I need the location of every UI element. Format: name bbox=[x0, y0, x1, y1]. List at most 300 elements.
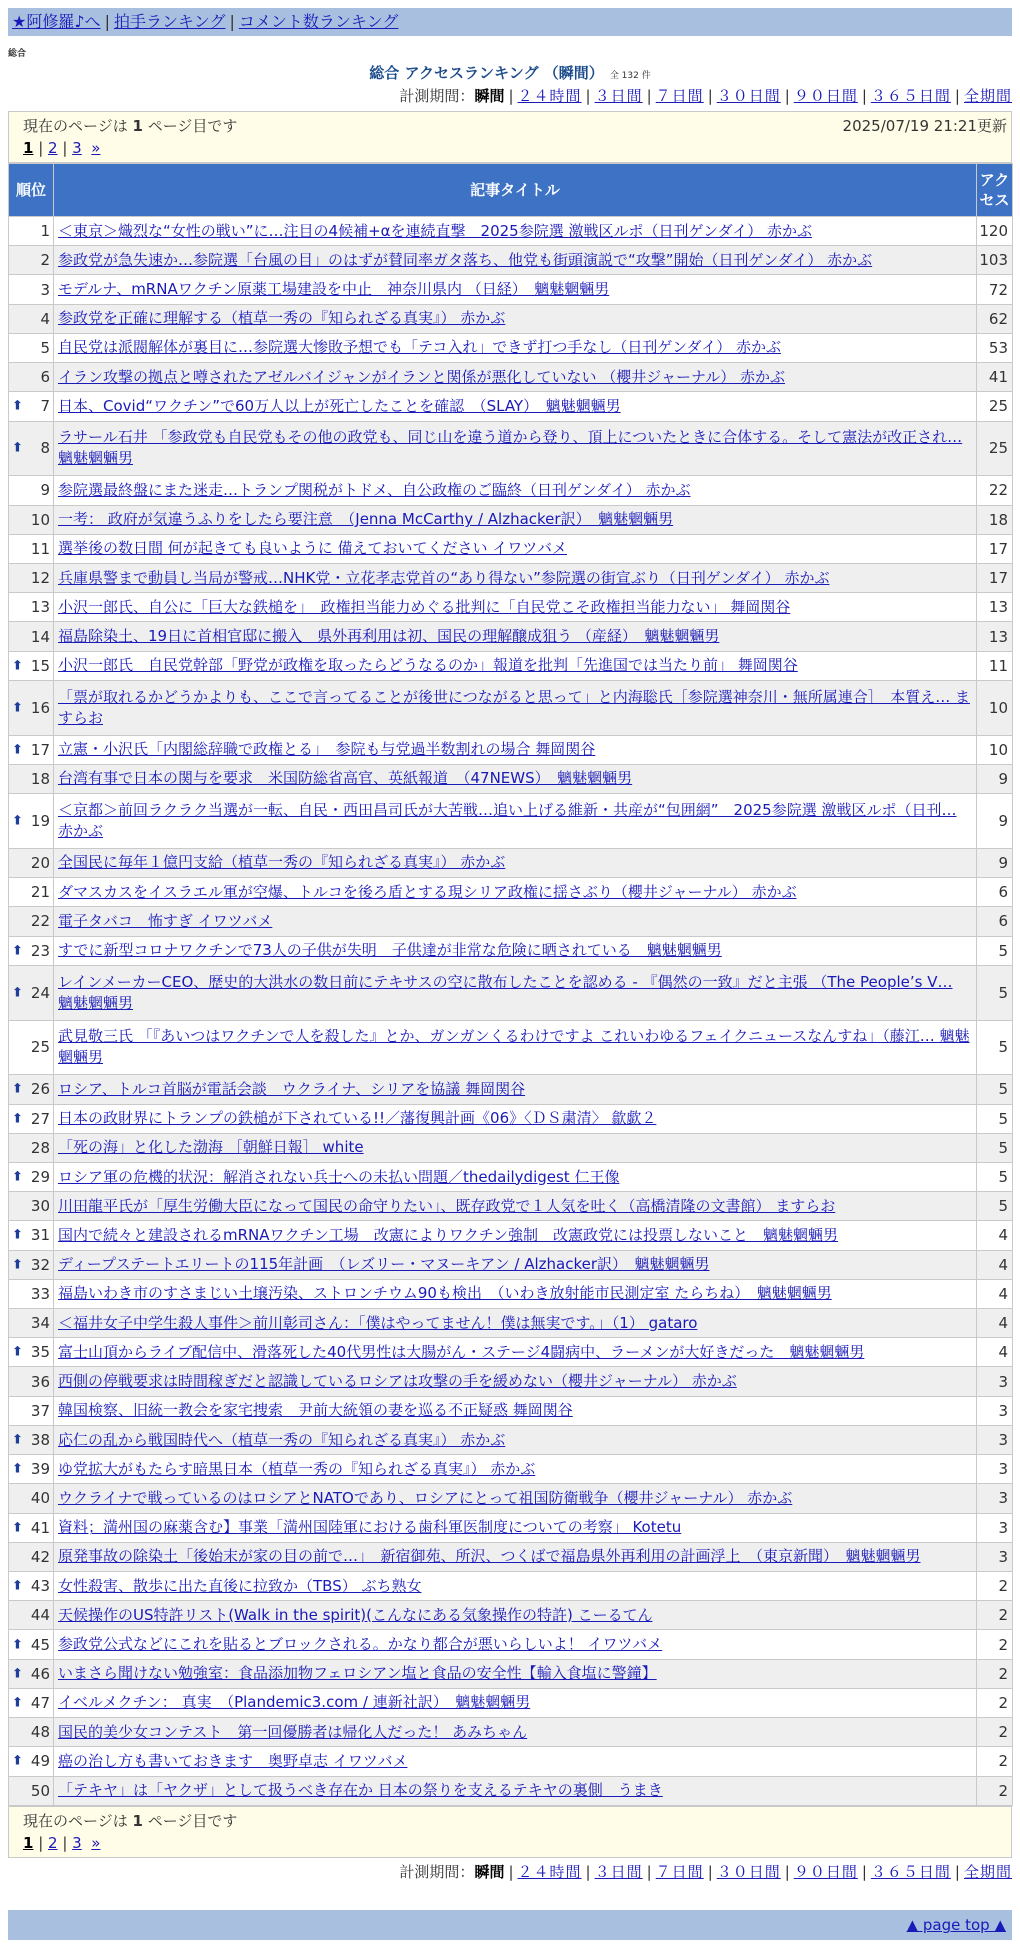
table-row bbox=[9, 563, 1013, 592]
table-row bbox=[9, 333, 1013, 362]
table-row bbox=[9, 848, 1013, 877]
period-24h-link[interactable]: ２４時間 bbox=[517, 1863, 582, 1881]
access-count: 2 bbox=[977, 1688, 1013, 1717]
access-count: 25 bbox=[977, 392, 1013, 421]
rank-number: 39 bbox=[30, 1460, 50, 1479]
article-link[interactable]: モデルナ、mRNAワクチン原薬工場建設を中止 神奈川県内 （日経） 魑魅魍魎男 bbox=[58, 280, 610, 299]
rank-cell bbox=[9, 1250, 54, 1279]
table-row bbox=[9, 1396, 1013, 1425]
rank-cell bbox=[9, 794, 54, 849]
article-link[interactable]: 国民的美少女コンテスト 第一回優勝者は帰化人だった！ あみちゃん bbox=[58, 1722, 528, 1741]
article-link[interactable]: 参政党を正確に理解する（植草一秀の『知られざる真実』） 赤かぶ bbox=[58, 309, 506, 328]
access-count: 4 bbox=[977, 1250, 1013, 1279]
applause-ranking-link[interactable]: 拍手ランキング bbox=[113, 12, 226, 31]
period-24h-link[interactable]: ２４時間 bbox=[517, 87, 582, 105]
article-link[interactable]: 参政党が急失速か…参院選「台風の目」のはずが賛同率ガタ落ち、他党も街頭演説で“攻撃”開始（日刊ゲンダイ） 赤かぶ bbox=[58, 250, 873, 269]
article-link[interactable]: 兵庫県警まで動員し当局が警戒…NHK党・立花孝志党首の“あり得ない”参院選の街宣ぶり（日刊ゲンダイ） 赤かぶ bbox=[58, 568, 830, 587]
header-rank: 順位 bbox=[9, 164, 54, 217]
access-count: 13 bbox=[977, 622, 1013, 651]
access-count: 53 bbox=[977, 333, 1013, 362]
article-link[interactable]: 小沢一郎氏 自民党幹部「野党が政権を取ったらどうなるのか」報道を批判「先進国では当たり前」 舞岡関谷 bbox=[58, 656, 798, 675]
category-label: 総合 bbox=[8, 49, 27, 59]
access-count: 5 bbox=[977, 1162, 1013, 1191]
page-2-link[interactable]: 2 bbox=[48, 139, 58, 157]
rank-cell bbox=[9, 563, 54, 592]
access-count: 9 bbox=[977, 848, 1013, 877]
article-link[interactable]: 「テキヤ」は「ヤクザ」として扱うべき存在か 日本の祭りを支えるテキヤの裏側 うまき bbox=[58, 1781, 663, 1800]
rank-cell bbox=[9, 1075, 54, 1104]
title-cell bbox=[54, 1630, 977, 1659]
table-row bbox=[9, 1542, 1013, 1571]
access-count: 2 bbox=[977, 1572, 1013, 1601]
pagination-top: 1 | 2 | 3 » bbox=[23, 139, 101, 157]
table-row bbox=[9, 936, 1013, 965]
article-link[interactable]: いまさら聞けない勉強室：食品添加物フェロシアン塩と食品の安全性【輸入食塩に警鐘】 bbox=[58, 1664, 657, 1683]
header-access: アクセス bbox=[977, 164, 1013, 217]
rank-cell bbox=[9, 1104, 54, 1133]
title-cell bbox=[54, 1688, 977, 1717]
up-arrow-icon: ⬆ bbox=[12, 1461, 23, 1477]
access-count: 17 bbox=[977, 534, 1013, 563]
rank-cell bbox=[9, 246, 54, 275]
table-row bbox=[9, 1309, 1013, 1338]
rank-number: 42 bbox=[30, 1547, 50, 1566]
rank-number: 10 bbox=[30, 510, 50, 529]
nav-separator: | bbox=[104, 12, 110, 31]
title-cell bbox=[54, 1425, 977, 1454]
rank-cell bbox=[9, 304, 54, 333]
access-count: 6 bbox=[977, 907, 1013, 936]
rank-number: 23 bbox=[30, 941, 50, 960]
title-cell bbox=[54, 1367, 977, 1396]
up-arrow-icon: ⬆ bbox=[12, 1169, 23, 1185]
title-cell bbox=[54, 1075, 977, 1104]
rank-cell bbox=[9, 1776, 54, 1805]
access-count: 4 bbox=[977, 1309, 1013, 1338]
table-row bbox=[9, 1020, 1013, 1075]
article-link[interactable]: ダマスカスをイスラエル軍が空爆、トルコを後ろ盾とする現シリア政権に揺さぶり（櫻井ジャーナル） 赤かぶ bbox=[58, 882, 797, 901]
page-1-current: 1 bbox=[23, 139, 34, 157]
title-cell bbox=[54, 1776, 977, 1805]
access-count: 3 bbox=[977, 1455, 1013, 1484]
rank-cell bbox=[9, 1221, 54, 1250]
period-90d-link[interactable]: ９０日間 bbox=[793, 1863, 858, 1881]
nav-separator: | bbox=[229, 12, 235, 31]
rank-cell bbox=[9, 1484, 54, 1513]
rank-cell bbox=[9, 421, 54, 476]
rank-number: 9 bbox=[40, 481, 50, 500]
access-count: 5 bbox=[977, 1075, 1013, 1104]
comment-ranking-link[interactable]: コメント数ランキング bbox=[238, 12, 399, 31]
access-count: 10 bbox=[977, 680, 1013, 735]
table-row bbox=[9, 476, 1013, 505]
access-count: 4 bbox=[977, 1221, 1013, 1250]
ranking-heading bbox=[8, 62, 1012, 83]
table-row bbox=[9, 680, 1013, 735]
rank-cell bbox=[9, 1162, 54, 1191]
article-link[interactable]: 参政党公式などにこれを貼るとブロックされる。かなり都合が悪いらしいよ！ イワツバメ bbox=[58, 1635, 663, 1654]
up-arrow-icon: ⬆ bbox=[12, 440, 23, 456]
table-row bbox=[9, 965, 1013, 1020]
rank-number: 45 bbox=[30, 1635, 50, 1654]
title-cell bbox=[54, 505, 977, 534]
title-cell bbox=[54, 1020, 977, 1075]
title-cell bbox=[54, 217, 977, 246]
access-count: 2 bbox=[977, 1747, 1013, 1776]
up-arrow-icon: ⬆ bbox=[12, 1753, 23, 1769]
access-count: 5 bbox=[977, 1020, 1013, 1075]
title-cell bbox=[54, 1455, 977, 1484]
title-cell bbox=[54, 1221, 977, 1250]
article-link[interactable]: 選挙後の数日間 何が起きても良いように 備えておいてください イワツバメ bbox=[58, 539, 568, 558]
rank-number: 13 bbox=[30, 598, 50, 617]
table-row bbox=[9, 1279, 1013, 1308]
access-count: 5 bbox=[977, 1133, 1013, 1162]
article-link[interactable]: ＜福井女子中学生殺人事件＞前川彰司さん：「僕はやってません！僕は無実です。」（1） gataro bbox=[58, 1313, 698, 1332]
period-365d-link[interactable]: ３６５日間 bbox=[870, 87, 951, 105]
next-page-link[interactable]: » bbox=[91, 1834, 101, 1852]
table-row bbox=[9, 1104, 1013, 1133]
title-cell bbox=[54, 1572, 977, 1601]
table-row bbox=[9, 392, 1013, 421]
up-arrow-icon: ⬆ bbox=[12, 1695, 23, 1711]
title-cell bbox=[54, 622, 977, 651]
rank-number: 32 bbox=[30, 1255, 50, 1274]
rank-number: 1 bbox=[40, 222, 50, 241]
table-row bbox=[9, 275, 1013, 304]
period-label: 計測期間： bbox=[399, 87, 475, 105]
period-7d-link[interactable]: ７日間 bbox=[655, 87, 704, 105]
title-cell bbox=[54, 1104, 977, 1133]
access-count: 9 bbox=[977, 794, 1013, 849]
top-nav bbox=[8, 8, 1012, 36]
table-row bbox=[9, 1250, 1013, 1279]
rank-number: 30 bbox=[30, 1197, 50, 1216]
title-cell bbox=[54, 651, 977, 680]
rank-number: 43 bbox=[30, 1577, 50, 1596]
up-arrow-icon: ⬆ bbox=[12, 398, 23, 414]
access-count: 5 bbox=[977, 936, 1013, 965]
article-link[interactable]: 天候操作のUS特許リスト(Walk in the spirit)(こんなにある気象操作の特許) こーるてん bbox=[58, 1605, 653, 1624]
rank-cell bbox=[9, 476, 54, 505]
period-30d-link[interactable]: ３０日間 bbox=[716, 87, 781, 105]
access-count: 2 bbox=[977, 1630, 1013, 1659]
period-365d-link[interactable]: ３６５日間 bbox=[870, 1863, 951, 1881]
article-link[interactable]: 電子タバコ 怖すぎ イワツバメ bbox=[58, 911, 273, 930]
article-link[interactable]: イベルメクチン： 真実 （Plandemic3.com / 連新社訳） 魑魅魍魎男 bbox=[58, 1693, 531, 1712]
period-90d-link[interactable]: ９０日間 bbox=[793, 87, 858, 105]
rank-number: 3 bbox=[40, 280, 50, 299]
rank-cell bbox=[9, 1367, 54, 1396]
up-arrow-icon: ⬆ bbox=[12, 700, 23, 716]
up-arrow-icon: ⬆ bbox=[12, 1111, 23, 1127]
page-3-link[interactable]: 3 bbox=[72, 139, 82, 157]
rank-number: 31 bbox=[30, 1226, 50, 1245]
rank-number: 44 bbox=[30, 1606, 50, 1625]
table-row bbox=[9, 907, 1013, 936]
article-link[interactable]: 自民党は派閥解体が裏目に…参院選大惨敗予想でも「テコ入れ」できず打つ手なし（日刊ゲンダイ） 赤かぶ bbox=[58, 338, 781, 357]
page-info-top bbox=[8, 111, 1012, 163]
title-cell bbox=[54, 1192, 977, 1221]
title-cell bbox=[54, 1513, 977, 1542]
table-row bbox=[9, 363, 1013, 392]
article-link[interactable]: 日本の政財界にトランプの鉄槌が下されている!!／藩復興計画《06》〈ＤＳ粛清〉 歙歔２ bbox=[58, 1109, 657, 1128]
ranking-title: 総合 アクセスランキング （瞬間） bbox=[369, 64, 604, 82]
rank-number: 29 bbox=[30, 1168, 50, 1187]
access-count: 3 bbox=[977, 1542, 1013, 1571]
article-link[interactable]: 川田龍平氏が「厚生労働大臣になって国民の命守りたい」、既存政党で１人気を吐く（高橋清隆の文書館） ますらお bbox=[58, 1196, 836, 1215]
access-count: 13 bbox=[977, 593, 1013, 622]
table-row bbox=[9, 217, 1013, 246]
access-count: 10 bbox=[977, 735, 1013, 764]
up-arrow-icon: ⬆ bbox=[12, 1432, 23, 1448]
period-all-link[interactable]: 全期間 bbox=[963, 87, 1012, 105]
article-link[interactable]: 「死の海」と化した渤海 ［朝鮮日報］ white bbox=[58, 1138, 364, 1157]
rank-number: 5 bbox=[40, 338, 50, 357]
table-row bbox=[9, 593, 1013, 622]
page-info-text: 現在のページは 1 ページ目です bbox=[23, 1812, 238, 1830]
rank-cell bbox=[9, 593, 54, 622]
title-cell bbox=[54, 735, 977, 764]
rank-cell bbox=[9, 965, 54, 1020]
rank-number: 19 bbox=[30, 811, 50, 830]
table-row bbox=[9, 1425, 1013, 1454]
table-row bbox=[9, 1484, 1013, 1513]
title-cell bbox=[54, 1309, 977, 1338]
rank-cell bbox=[9, 878, 54, 907]
rank-cell bbox=[9, 1630, 54, 1659]
rank-cell bbox=[9, 1542, 54, 1571]
article-link[interactable]: ゆ党拡大がもたらす暗黒日本（植草一秀の『知られざる真実』） 赤かぶ bbox=[58, 1459, 536, 1478]
page-info-bottom bbox=[8, 1806, 1012, 1858]
title-cell bbox=[54, 275, 977, 304]
access-count: 9 bbox=[977, 764, 1013, 793]
table-row bbox=[9, 1338, 1013, 1367]
table-row bbox=[9, 1455, 1013, 1484]
rank-cell bbox=[9, 534, 54, 563]
rank-number: 20 bbox=[30, 853, 50, 872]
title-cell bbox=[54, 1338, 977, 1367]
title-cell bbox=[54, 907, 977, 936]
up-arrow-icon: ⬆ bbox=[12, 943, 23, 959]
access-count: 3 bbox=[977, 1513, 1013, 1542]
rank-number: 15 bbox=[30, 656, 50, 675]
article-link[interactable]: ＜京都＞前回ラクラク当選が一転、自民・西田昌司氏が大苦戦…追い上げる維新・共産が“包囲網” 2025参院選 激戦区ルポ（日刊… 赤かぶ bbox=[58, 800, 957, 840]
rank-number: 33 bbox=[30, 1284, 50, 1303]
page-3-link[interactable]: 3 bbox=[72, 1834, 82, 1852]
page-2-link[interactable]: 2 bbox=[48, 1834, 58, 1852]
access-count: 3 bbox=[977, 1425, 1013, 1454]
rank-number: 2 bbox=[40, 251, 50, 270]
period-3d-link[interactable]: ３日間 bbox=[594, 1863, 643, 1881]
access-count: 3 bbox=[977, 1484, 1013, 1513]
article-link[interactable]: 福島除染土、19日に首相官邸に搬入 県外再利用は初、国民の理解醸成狙う （産経） 魑魅魍魎男 bbox=[58, 627, 720, 646]
table-row bbox=[9, 1688, 1013, 1717]
rank-number: 27 bbox=[30, 1109, 50, 1128]
title-cell bbox=[54, 764, 977, 793]
access-count: 2 bbox=[977, 1659, 1013, 1688]
pagination-bottom: 1 | 2 | 3 » bbox=[23, 1834, 101, 1852]
rank-number: 41 bbox=[30, 1518, 50, 1537]
article-link[interactable]: ロシア軍の危機的状況：解消されない兵士への未払い問題／thedailydigest 仁王像 bbox=[58, 1167, 620, 1186]
article-link[interactable]: すでに新型コロナワクチンで73人の子供が失明 子供達が非常な危険に晒されている 魑魅魍魎男 bbox=[58, 941, 722, 960]
table-row bbox=[9, 651, 1013, 680]
title-cell bbox=[54, 1747, 977, 1776]
access-count: 11 bbox=[977, 651, 1013, 680]
rank-cell bbox=[9, 1133, 54, 1162]
article-link[interactable]: 応仁の乱から戦国時代へ（植草一秀の『知られざる真実』） 赤かぶ bbox=[58, 1430, 506, 1449]
table-row bbox=[9, 622, 1013, 651]
article-link[interactable]: 富士山頂からライブ配信中、滑落死した40代男性は大腸がん・ステージ4闘病中、ラーメンが大好きだった 魑魅魍魎男 bbox=[58, 1342, 865, 1361]
rank-number: 16 bbox=[30, 698, 50, 717]
title-cell bbox=[54, 936, 977, 965]
footer-bar bbox=[8, 1910, 1012, 1940]
title-cell bbox=[54, 563, 977, 592]
table-row bbox=[9, 304, 1013, 333]
up-arrow-icon: ⬆ bbox=[12, 658, 23, 674]
rank-number: 49 bbox=[30, 1752, 50, 1771]
article-link[interactable]: ロシア、トルコ首脳が電話会談 ウクライナ、シリアを協議 舞岡関谷 bbox=[58, 1079, 526, 1098]
article-link[interactable]: イラン攻撃の拠点と噂されたアゼルバイジャンがイランと関係が悪化していない （櫻井ジャーナル） 赤かぶ bbox=[58, 367, 785, 386]
article-link[interactable]: 立憲・小沢氏「内閣総辞職で政権とる」 参院も与党過半数割れの場合 舞岡関谷 bbox=[58, 740, 596, 759]
article-link[interactable]: レインメーカーCEO、歴史的大洪水の数日前にテキサスの空に散布したことを認める - 『偶然の一致』だと主張 （The People’s V… 魑魅魍魎男 bbox=[58, 972, 953, 1012]
period-all-link[interactable]: 全期間 bbox=[963, 1863, 1012, 1881]
access-count: 2 bbox=[977, 1601, 1013, 1630]
title-cell bbox=[54, 333, 977, 362]
rank-number: 17 bbox=[30, 740, 50, 759]
article-link[interactable]: ウクライナで戦っているのはロシアとNATOであり、ロシアにとって祖国防衛戦争（櫻井ジャーナル） 赤かぶ bbox=[58, 1488, 793, 1507]
access-count: 4 bbox=[977, 1279, 1013, 1308]
article-link[interactable]: 西側の停戦要求は時間稼ぎだと認識しているロシアは攻撃の手を緩めない（櫻井ジャーナル） 赤かぶ bbox=[58, 1372, 737, 1391]
table-row bbox=[9, 1776, 1013, 1805]
article-link[interactable]: 一考： 政府が気違うふりをしたら要注意 （Jenna McCarthy / Alzhacker訳） 魑魅魍魎男 bbox=[58, 510, 674, 529]
home-link[interactable]: ★阿修羅♪へ bbox=[12, 12, 101, 31]
title-cell bbox=[54, 680, 977, 735]
up-arrow-icon: ⬆ bbox=[12, 1666, 23, 1682]
title-cell bbox=[54, 1718, 977, 1747]
table-row bbox=[9, 735, 1013, 764]
table-row bbox=[9, 1747, 1013, 1776]
rank-number: 8 bbox=[40, 439, 50, 458]
rank-cell bbox=[9, 1279, 54, 1308]
title-cell bbox=[54, 1250, 977, 1279]
rank-cell bbox=[9, 1309, 54, 1338]
table-row bbox=[9, 1513, 1013, 1542]
rank-number: 28 bbox=[30, 1138, 50, 1157]
rank-number: 34 bbox=[30, 1314, 50, 1333]
page-1-current: 1 bbox=[23, 1834, 34, 1852]
rank-cell bbox=[9, 1718, 54, 1747]
title-cell bbox=[54, 1601, 977, 1630]
article-link[interactable]: 原発事故の除染土「後始末が家の目の前で…」 新宿御苑、所沢、つくばで福島県外再利用の計画浮上 （東京新聞） 魑魅魍魎男 bbox=[58, 1547, 921, 1566]
up-arrow-icon: ⬆ bbox=[12, 1578, 23, 1594]
table-row bbox=[9, 246, 1013, 275]
rank-number: 36 bbox=[30, 1372, 50, 1391]
up-arrow-icon: ⬆ bbox=[12, 1344, 23, 1360]
rank-number: 4 bbox=[40, 309, 50, 328]
rank-cell bbox=[9, 275, 54, 304]
page-top-link[interactable]: ▲ page top ▲ bbox=[906, 1916, 1006, 1934]
article-link[interactable]: 韓国検察、旧統一教会を家宅捜索 尹前大統領の妻を巡る不正疑惑 舞岡関谷 bbox=[58, 1401, 573, 1420]
period-30d-link[interactable]: ３０日間 bbox=[716, 1863, 781, 1881]
table-row bbox=[9, 1075, 1013, 1104]
rank-cell bbox=[9, 1747, 54, 1776]
rank-cell bbox=[9, 1425, 54, 1454]
rank-number: 37 bbox=[30, 1401, 50, 1420]
title-cell bbox=[54, 246, 977, 275]
up-arrow-icon: ⬆ bbox=[12, 1227, 23, 1243]
rank-number: 22 bbox=[30, 912, 50, 931]
period-7d-link[interactable]: ７日間 bbox=[655, 1863, 704, 1881]
up-arrow-icon: ⬆ bbox=[12, 1520, 23, 1536]
table-row bbox=[9, 1162, 1013, 1191]
up-arrow-icon: ⬆ bbox=[12, 1637, 23, 1653]
period-current: 瞬間 bbox=[474, 87, 505, 105]
rank-cell bbox=[9, 1659, 54, 1688]
header-title: 記事タイトル bbox=[54, 164, 977, 217]
access-count: 3 bbox=[977, 1396, 1013, 1425]
rank-cell bbox=[9, 622, 54, 651]
article-link[interactable]: 福島いわき市のすさまじい土壌汚染、ストロンチウム90も検出 （いわき放射能市民測定室 たらちね） 魑魅魍魎男 bbox=[58, 1284, 832, 1303]
article-link[interactable]: ディープステートエリートの115年計画 （レズリー・マヌーキアン / Alzhacker訳） 魑魅魍魎男 bbox=[58, 1255, 710, 1274]
table-row bbox=[9, 1718, 1013, 1747]
table-row bbox=[9, 505, 1013, 534]
article-link[interactable]: 日本、Covid“ワクチン”で60万人以上が死亡したことを確認 （SLAY） 魑魅魍魎男 bbox=[58, 396, 621, 415]
title-cell bbox=[54, 421, 977, 476]
rank-cell bbox=[9, 848, 54, 877]
article-link[interactable]: 全国民に毎年１億円支給（植草一秀の『知られざる真実』） 赤かぶ bbox=[58, 853, 506, 872]
article-link[interactable]: 小沢一郎氏、自公に「巨大な鉄槌を」 政権担当能力めぐる批判に「自民党こそ政権担当能力ない」 舞岡関谷 bbox=[58, 597, 791, 616]
next-page-link[interactable]: » bbox=[91, 139, 101, 157]
article-link[interactable]: 資料；満州国の麻薬含む】事業「満州国陸軍における歯科軍医制度についての考察」 Kotetu bbox=[58, 1518, 682, 1537]
table-row bbox=[9, 1601, 1013, 1630]
article-link[interactable]: 女性殺害、散歩に出た直後に拉致か（TBS） ぶち熟女 bbox=[58, 1576, 422, 1595]
article-link[interactable]: 参院選最終盤にまた迷走…トランプ関税がトドメ、自公政権のご臨終（日刊ゲンダイ） 赤かぶ bbox=[58, 480, 691, 499]
rank-number: 21 bbox=[30, 883, 50, 902]
rank-cell bbox=[9, 1455, 54, 1484]
rank-number: 12 bbox=[30, 569, 50, 588]
rank-cell bbox=[9, 936, 54, 965]
article-link[interactable]: ラサール石井 「参政党も自民党もその他の政党も、同じ山を違う道から登り、頂上についたときに合体する。そして憲法が改正され… 魑魅魍魎男 bbox=[58, 428, 963, 468]
article-link[interactable]: 「票が取れるかどうかよりも、ここで言ってることが後世につながると思って」と内海聡氏［参院選神奈川・無所属連合］ 本質え… ますらお bbox=[58, 687, 970, 727]
article-link[interactable]: ＜東京＞熾烈な“女性の戦い”に…注目の4候補+αを連続直撃 2025参院選 激戦区ルポ（日刊ゲンダイ） 赤かぶ bbox=[58, 221, 813, 240]
article-link[interactable]: 台湾有事で日本の関与を要求 米国防総省高官、英紙報道 （47NEWS） 魑魅魍魎男 bbox=[58, 769, 633, 788]
rank-cell bbox=[9, 1338, 54, 1367]
period-selector-top: 計測期間：瞬間 | ２４時間 | ３日間 | ７日間 | ３０日間 | ９０日間 | ３６５日間 | 全期間 bbox=[399, 87, 1012, 105]
access-count: 62 bbox=[977, 304, 1013, 333]
rank-number: 14 bbox=[30, 627, 50, 646]
table-row bbox=[9, 1572, 1013, 1601]
rank-number: 38 bbox=[30, 1431, 50, 1450]
access-count: 6 bbox=[977, 878, 1013, 907]
table-row bbox=[9, 1192, 1013, 1221]
period-3d-link[interactable]: ３日間 bbox=[594, 87, 643, 105]
table-row bbox=[9, 421, 1013, 476]
rank-cell bbox=[9, 764, 54, 793]
page-info-text: 現在のページは 1 ページ目です bbox=[23, 117, 238, 135]
table-row bbox=[9, 1367, 1013, 1396]
rank-number: 46 bbox=[30, 1664, 50, 1683]
up-arrow-icon: ⬆ bbox=[12, 742, 23, 758]
article-link[interactable]: 癌の治し方も書いておきます 奥野卓志 イワツバメ bbox=[58, 1751, 408, 1770]
article-link[interactable]: 武見敬三氏 「『あいつはワクチンで人を殺した』とか、ガンガンくるわけですよ これいわゆるフェイクニュースなんすね」（藤江… 魑魅魍魎男 bbox=[58, 1027, 970, 1067]
rank-cell bbox=[9, 907, 54, 936]
access-count: 5 bbox=[977, 965, 1013, 1020]
article-link[interactable]: 国内で続々と建設されるmRNAワクチン工場 改憲によりワクチン強制 改憲政党には投票しないこと 魑魅魍魎男 bbox=[58, 1225, 839, 1244]
table-row bbox=[9, 1133, 1013, 1162]
access-count: 4 bbox=[977, 1338, 1013, 1367]
title-cell bbox=[54, 534, 977, 563]
